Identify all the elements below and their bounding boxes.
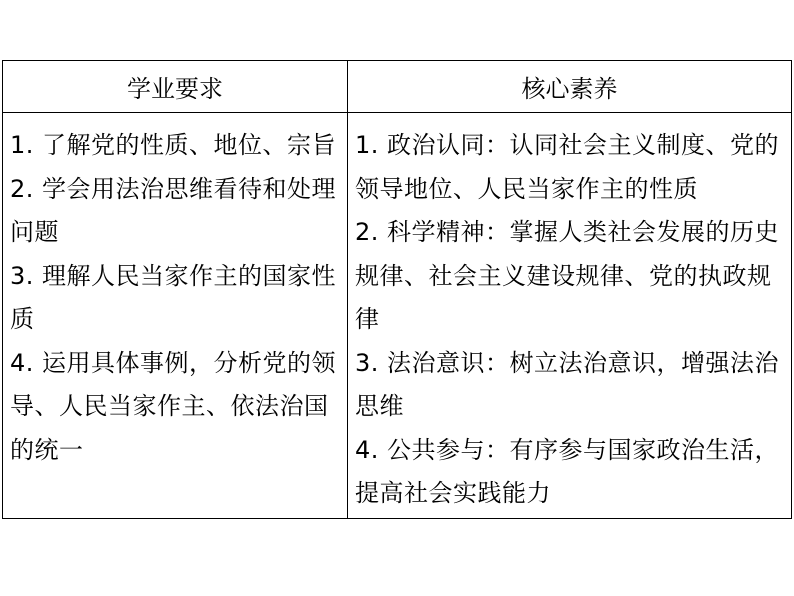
academic-requirements-cell xyxy=(3,113,348,518)
header-academic-requirements: 学业要求 xyxy=(3,61,348,113)
requirement-item-4: 4. 运用具体事例，分析党的领导、人民当家作主、依法治国的统一 xyxy=(10,348,337,464)
requirements-table xyxy=(2,60,792,519)
competency-item-1: 1. 政治认同：认同社会主义制度、党的领导地位、人民当家作主的性质 xyxy=(355,131,780,203)
header-core-competencies: 核心素养 xyxy=(348,61,791,113)
competency-item-2: 2. 科学精神：掌握人类社会发展的历史规律、社会主义建设规律、党的执政规律 xyxy=(355,218,780,333)
requirement-item-3: 3. 理解人民当家作主的国家性质 xyxy=(10,261,337,333)
requirement-item-1: 1. 了解党的性质、地位、宗旨 xyxy=(10,131,337,159)
core-competencies-cell xyxy=(348,113,791,518)
competency-item-3: 3. 法治意识：树立法治意识，增强法治思维 xyxy=(355,348,780,420)
competency-item-4: 4. 公共参与：有序参与国家政治生活，提高社会实践能力 xyxy=(355,435,780,507)
requirement-item-2: 2. 学会用法治思维看待和处理问题 xyxy=(10,174,337,246)
